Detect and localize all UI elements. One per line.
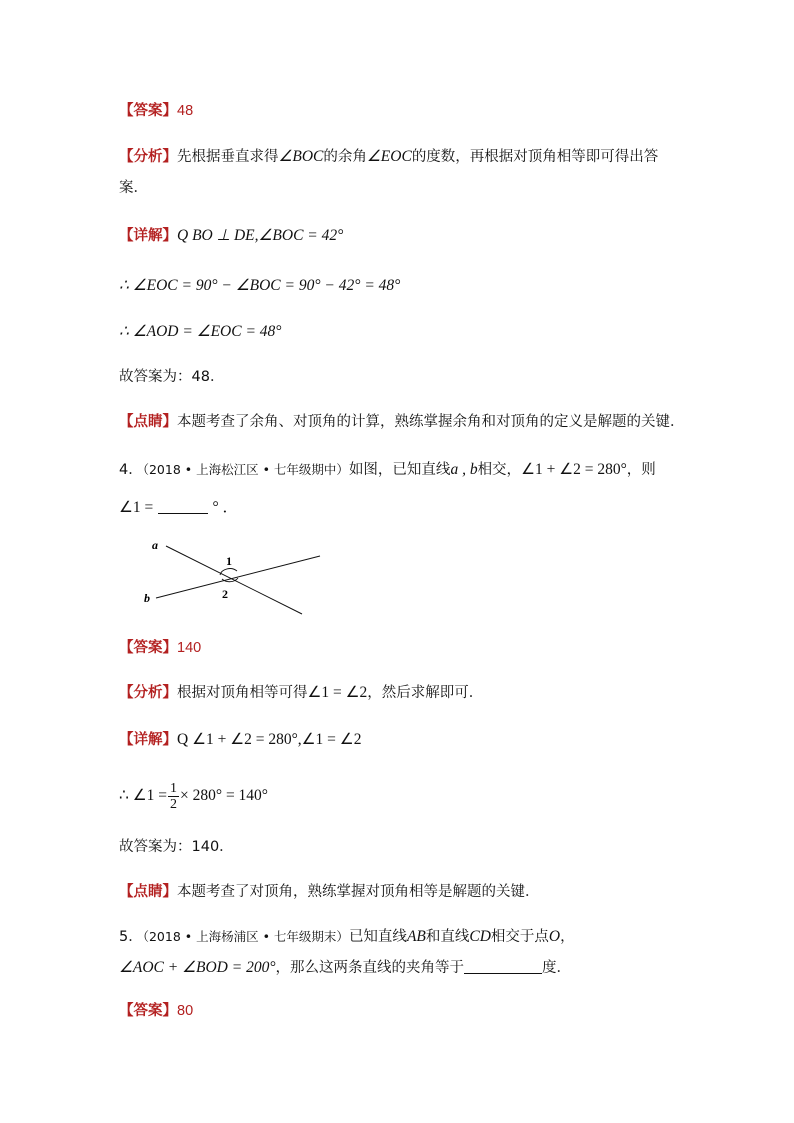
math-line-ab: AB	[406, 928, 426, 945]
question-number: 4．	[119, 462, 143, 478]
final-answer-3: 故答案为：48．	[119, 369, 225, 385]
comment-line-3: 【点睛】本题考查了余角、对顶角的计算，熟练掌握余角和对顶角的定义是解题的关键．	[119, 414, 685, 430]
answer-blank	[464, 959, 542, 974]
answer-tag: 【答案】	[119, 640, 177, 656]
math-equation: ∠AOC + ∠BOD = 200°	[119, 959, 276, 976]
label-b: b	[144, 591, 150, 605]
detail-line-3-2	[119, 275, 400, 297]
answer-blank	[158, 499, 208, 514]
math-expression: ∴ ∠EOC = 90° − ∠BOC = 90° − 42° = 48°	[119, 277, 401, 294]
detail-tag: 【详解】	[119, 732, 177, 748]
answer-value: 140	[177, 640, 202, 656]
math-expression: ∠1 = ∠2	[307, 684, 368, 701]
math-expression: ∴ ∠AOD = ∠EOC = 48°	[119, 323, 282, 340]
answer-value: 80	[177, 1003, 194, 1019]
answer-tag: 【答案】	[119, 1003, 177, 1019]
detail-line-3-1	[119, 225, 343, 247]
answer-line-4	[119, 637, 201, 659]
analysis-line-4: 【分析】根据对顶角相等可得∠1 = ∠2，然后求解即可．	[119, 684, 484, 701]
question-4-line-2: ∠1 = ° ．	[119, 499, 239, 516]
analysis-tag: 【分析】	[119, 685, 177, 701]
answer-tag: 【答案】	[119, 103, 177, 119]
fraction-one-half: $\frac{1}{2}$	[170, 780, 177, 812]
detail-tag: 【详解】	[119, 228, 177, 244]
comment-tag: 【点睛】	[119, 884, 177, 900]
label-2: 2	[222, 587, 228, 601]
question-5-line-2: ∠AOC + ∠BOD = 200°，那么这两条直线的夹角等于 度．	[119, 959, 572, 976]
question-source: （2018 • 上海杨浦区 • 七年级期末）	[142, 929, 349, 944]
line-b	[156, 556, 320, 598]
question-4-line-1: 4．（2018 • 上海松江区 • 七年级期中）如图，已知直线a , b相交，∠1 + ∠2 = 280°，则	[119, 461, 656, 478]
math-angle-boc: ∠BOC	[278, 148, 324, 165]
answer-line-5	[119, 1000, 193, 1022]
final-answer-4: 故答案为：140．	[119, 839, 234, 855]
question-number: 5．	[119, 929, 143, 945]
question-source: （2018 • 上海松江区 • 七年级期中）	[142, 462, 349, 477]
label-a: a	[152, 538, 158, 552]
math-expression: Q ∠1 + ∠2 = 280°,∠1 = ∠2	[177, 731, 362, 748]
analysis-line-3-cont: 案．	[119, 180, 148, 196]
analysis-line-3: 【分析】先根据垂直求得∠BOC的余角∠EOC的度数，再根据对顶角相等即可得出答	[119, 148, 659, 165]
detail-line-4-2: ∴ ∠1 = $\frac{1}{2}$ × 280° = 140°	[119, 780, 269, 812]
answer-value: 48	[177, 103, 194, 119]
math-point-o: O	[548, 928, 561, 945]
math-equation: ∠1 + ∠2 = 280°	[521, 461, 627, 478]
comment-line-4: 【点睛】本题考查了对顶角，熟练掌握对顶角相等是解题的关键．	[119, 884, 540, 900]
detail-line-3-3	[119, 321, 282, 343]
math-expression: Q BO ⊥ DE,∠BOC = 42°	[177, 227, 344, 244]
math-vars: a , b	[450, 461, 478, 478]
intersecting-lines-figure	[140, 530, 340, 620]
question-5-line-1: 5．（2018 • 上海杨浦区 • 七年级期末）已知直线AB和直线CD相交于点O，	[119, 928, 575, 945]
math-angle-eoc: ∠EOC	[366, 148, 412, 165]
line-a	[166, 546, 302, 614]
comment-tag: 【点睛】	[119, 414, 177, 430]
label-1: 1	[226, 554, 232, 568]
detail-line-4-1	[119, 729, 361, 751]
answer-line-3	[119, 100, 193, 122]
math-line-cd: CD	[469, 928, 491, 945]
analysis-tag: 【分析】	[119, 149, 177, 165]
